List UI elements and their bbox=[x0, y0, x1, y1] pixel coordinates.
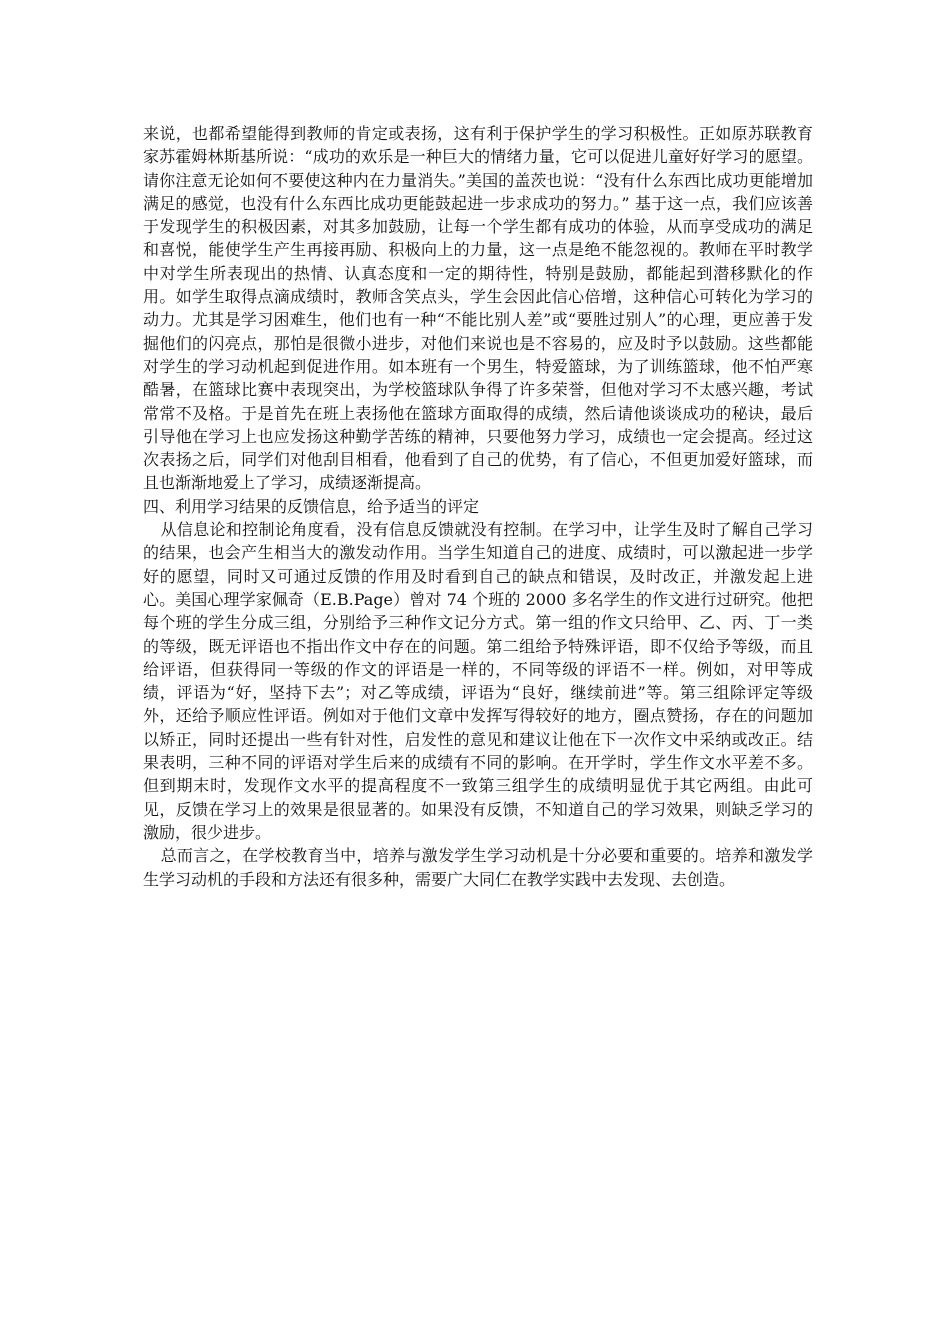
document-body bbox=[143, 122, 813, 891]
paragraph-praise-encouragement: 来说，也都希望能得到教师的肯定或表扬，这有利于保护学生的学习积极性。正如原苏联教育家苏霍姆林斯基所说：“成功的欢乐是一种巨大的情绪力量，它可以促进儿童好好学习的愿望。请你注意无论如何不要使这种内在力量消失。”美国的盖茨也说：“没有什么东西比成功更能增加满足的感觉，也没有什么东西比成功更能鼓起进一步求成功的努力。” 基于这一点，我们应该善于发现学生的积极因素，对其多加鼓励，让每一个学生都有成功的体验，从而享受成功的满足和喜悦，能使学生产生再接再励、积极向上的力量，这一点是绝不能忽视的。教师在平时教学中对学生所表现出的热情、认真态度和一定的期待性，特别是鼓励，都能起到潜移默化的作用。如学生取得点滴成绩时，教师含笑点头，学生会因此信心倍增，这种信心可转化为学习的动力。尤其是学习困难生，他们也有一种“不能比别人差”或“要胜过别人”的心理，更应善于发掘他们的闪亮点，那怕是很微小进步，对他们来说也是不容易的，应及时予以鼓励。这些都能对学生的学习动机起到促进作用。如本班有一个男生，特爱篮球，为了训练篮球，他不怕严寒酷暑，在篮球比赛中表现突出，为学校篮球队争得了许多荣誉，但他对学习不太感兴趣，考试常常不及格。于是首先在班上表扬他在篮球方面取得的成绩，然后请他谈谈成功的秘诀，最后引导他在学习上也应发扬这种勤学苦练的精神，只要他努力学习，成绩也一定会提高。经过这次表扬之后，同学们对他刮目相看，他看到了自己的优势，有了信心，不但更加爱好篮球，而且也渐渐地爱上了学习，成绩逐渐提高。 bbox=[143, 124, 813, 493]
paragraph-feedback-evaluation: 从信息论和控制论角度看，没有信息反馈就没有控制。在学习中，让学生及时了解自己学习的结果，也会产生相当大的激发动作用。当学生知道自己的进度、成绩时，可以激起进一步学好的愿望，同时又可通过反馈的作用及时看到自己的缺点和错误，及时改正，并激发起上进心。美国心理学家佩奇（E.B.Page）曾对 74 个班的 2000 多名学生的作文进行过研究。他把每个班的学生分成三组，分别给予三种作文记分方式。第一组的作文只给甲、乙、丙、丁一类的等级，既无评语也不指出作文中存在的问题。第二组给予特殊评语，即不仅给予等级，而且给评语，但获得同一等级的作文的评语是一样的，不同等级的评语不一样。例如，对甲等成绩，评语为“好，坚持下去”；对乙等成绩，评语为“良好，继续前进”等。第三组除评定等级外，还给予顺应性评语。例如对于他们文章中发挥写得较好的地方，圈点赞扬，存在的问题加以矫正，同时还提出一些有针对性，启发性的意见和建议让他在下一次作文中采纳或改正。结果表明，三种不同的评语对学生后来的成绩有不同的影响。在开学时，学生作文水平差不多。但到期末时，发现作文水平的提高程度不一致第三组学生的成绩明显优于其它两组。由此可见，反馈在学习上的效果是很显著的。如果没有反馈，不知道自己的学习效果，则缺乏学习的激励，很少进步。 bbox=[143, 520, 813, 842]
section-heading-feedback: 四、利用学习结果的反馈信息，给予适当的评定 bbox=[143, 496, 480, 516]
paragraph-conclusion: 总而言之，在学校教育当中，培养与激发学生学习动机是十分必要和重要的。培养和激发学生学习动机的手段和方法还有很多种，需要广大同仁在教学实践中去发现、去创造。 bbox=[143, 846, 813, 889]
